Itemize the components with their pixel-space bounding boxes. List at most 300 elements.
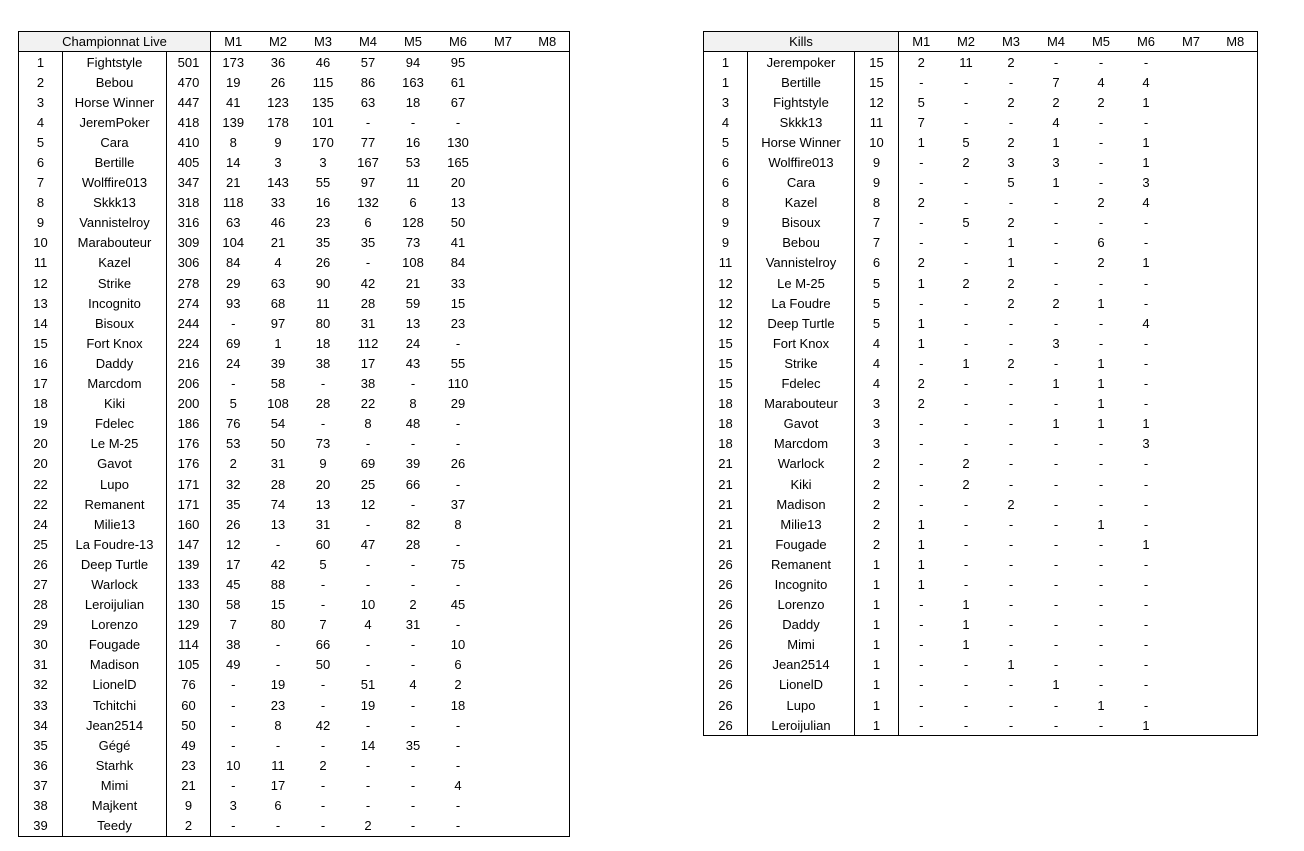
total-cell: 418	[167, 112, 211, 132]
match-score-cell	[1169, 715, 1214, 736]
match-score-cell	[1169, 675, 1214, 695]
match-score-cell: -	[455, 536, 461, 552]
match-score-cell: -	[963, 114, 969, 130]
table-row	[704, 233, 1258, 253]
match-score-cell	[1214, 353, 1258, 373]
match-score-cell: -	[919, 416, 924, 432]
match-score-cell: 4	[364, 617, 372, 633]
match-score-cell: 28	[270, 476, 286, 492]
match-score-cell: 2	[1007, 215, 1015, 231]
match-score-cell	[1169, 72, 1214, 92]
match-score-cell: 29	[450, 396, 466, 412]
total-cell: 15	[855, 72, 899, 92]
player-name-cell: La Foudre	[748, 293, 855, 313]
match-score-cell: -	[455, 757, 461, 773]
match-score-cell: -	[410, 798, 416, 814]
rank-cell: 7	[19, 173, 63, 193]
match-score-cell	[481, 534, 526, 554]
match-score-cell	[1169, 595, 1214, 615]
match-score-cell: 42	[360, 275, 376, 291]
total-cell: 5	[855, 273, 899, 293]
rank-cell: 12	[704, 313, 748, 333]
match-score-cell	[1214, 233, 1258, 253]
match-score-cell: -	[455, 717, 461, 733]
match-score-cell	[526, 775, 570, 795]
match-score-cell: 5	[962, 215, 970, 231]
match-score-cell: -	[919, 215, 924, 231]
total-cell: 10	[855, 132, 899, 152]
rank-cell: 3	[704, 92, 748, 112]
match-score-cell: -	[231, 677, 236, 693]
match-score-cell: -	[410, 757, 416, 773]
match-score-cell: 1	[962, 597, 970, 613]
table-row	[704, 213, 1258, 233]
player-name-cell: Marcdom	[63, 374, 167, 394]
match-score-cell: 17	[226, 556, 241, 572]
match-score-cell: 73	[405, 235, 421, 251]
rank-cell: 12	[704, 293, 748, 313]
total-cell: 147	[167, 534, 211, 554]
player-name-cell: Fort Knox	[63, 333, 167, 353]
match-score-cell: 33	[270, 195, 286, 211]
match-score-cell: 49	[226, 657, 241, 673]
player-name-cell: Fightstyle	[63, 52, 167, 73]
match-score-cell: 39	[405, 456, 421, 472]
rank-cell: 1	[704, 52, 748, 73]
total-cell: 4	[855, 374, 899, 394]
table-row	[19, 374, 570, 394]
match-score-cell: 63	[226, 215, 241, 231]
match-score-cell: -	[320, 798, 326, 814]
total-cell: 15	[855, 52, 899, 73]
rank-cell: 15	[19, 333, 63, 353]
match-score-cell: 13	[405, 315, 421, 331]
match-score-cell: -	[365, 757, 371, 773]
table-row	[19, 333, 570, 353]
match-score-cell: -	[1143, 476, 1149, 492]
player-name-cell: Teedy	[63, 816, 167, 837]
match-score-cell: 130	[447, 134, 469, 150]
match-score-cell	[1169, 494, 1214, 514]
column-header: M7	[481, 32, 526, 52]
match-score-cell: 8	[454, 516, 462, 532]
match-score-cell: -	[320, 376, 326, 392]
table-row	[19, 152, 570, 172]
match-score-cell: 6	[409, 195, 417, 211]
match-score-cell	[481, 494, 526, 514]
rank-cell: 26	[704, 675, 748, 695]
match-score-cell: -	[410, 777, 416, 793]
match-score-cell: -	[365, 637, 371, 653]
match-score-cell: -	[1098, 637, 1104, 653]
player-name-cell: La Foudre-13	[63, 534, 167, 554]
championship-title: Championnat Live	[19, 32, 211, 52]
rank-cell: 9	[704, 233, 748, 253]
rank-cell: 21	[704, 474, 748, 494]
match-score-cell: 15	[450, 295, 466, 311]
match-score-cell: -	[1053, 315, 1059, 331]
rank-cell: 27	[19, 574, 63, 594]
total-cell: 11	[855, 112, 899, 132]
match-score-cell: 66	[405, 476, 421, 492]
match-score-cell: 2	[962, 456, 970, 472]
match-score-cell: -	[1008, 556, 1014, 572]
match-score-cell: 31	[405, 617, 421, 633]
match-score-cell	[1214, 374, 1258, 394]
player-name-cell: Kiki	[63, 394, 167, 414]
match-score-cell	[1214, 474, 1258, 494]
match-score-cell: 1	[1142, 94, 1150, 110]
match-score-cell: -	[919, 74, 924, 90]
match-score-cell	[481, 293, 526, 313]
match-score-cell	[481, 574, 526, 594]
match-score-cell	[481, 414, 526, 434]
match-score-cell: -	[231, 717, 236, 733]
rank-cell: 39	[19, 816, 63, 837]
kills-title: Kills	[704, 32, 899, 52]
match-score-cell: -	[436, 816, 481, 837]
match-score-cell: 2	[917, 396, 925, 412]
match-score-cell: 11	[406, 175, 420, 191]
table-row	[19, 474, 570, 494]
match-score-cell: -	[275, 536, 281, 552]
match-score-cell: 60	[315, 536, 331, 552]
match-score-cell: -	[963, 335, 969, 351]
match-score-cell: -	[963, 516, 969, 532]
total-cell: 3	[855, 414, 899, 434]
match-score-cell: 4	[454, 777, 462, 793]
match-score-cell: 42	[315, 717, 331, 733]
match-score-cell	[1214, 72, 1258, 92]
player-name-cell: Lorenzo	[748, 595, 855, 615]
rank-cell: 33	[19, 695, 63, 715]
match-score-cell: -	[1143, 275, 1149, 291]
player-name-cell: Mimi	[63, 775, 167, 795]
match-score-cell: 80	[270, 617, 286, 633]
match-score-cell: -	[1143, 657, 1149, 673]
table-row	[19, 454, 570, 474]
total-cell: 501	[167, 52, 211, 73]
match-score-cell: -	[963, 175, 969, 191]
match-score-cell	[526, 816, 570, 837]
match-score-cell: 1	[1142, 155, 1150, 171]
match-score-cell: 173	[222, 54, 245, 70]
match-score-cell: 1	[1097, 355, 1105, 371]
match-score-cell: -	[1053, 637, 1059, 653]
match-score-cell: -	[365, 516, 371, 532]
match-score-cell: 4	[1142, 195, 1150, 211]
table-row	[704, 675, 1258, 695]
total-cell: 2	[855, 534, 899, 554]
match-score-cell	[1169, 534, 1214, 554]
match-score-cell: -	[455, 737, 461, 753]
match-score-cell: 94	[405, 54, 421, 70]
rank-cell: 24	[19, 514, 63, 534]
match-score-cell: 3	[1007, 155, 1015, 171]
match-score-cell	[1169, 474, 1214, 494]
total-cell: 2	[167, 816, 211, 837]
match-score-cell: -	[1008, 536, 1014, 552]
match-score-cell: -	[365, 576, 371, 592]
match-score-cell	[1214, 213, 1258, 233]
match-score-cell	[1169, 273, 1214, 293]
rank-cell: 21	[704, 494, 748, 514]
match-score-cell: 2	[1052, 94, 1060, 110]
match-score-cell	[1214, 675, 1258, 695]
match-score-cell: 1	[917, 275, 925, 291]
match-score-cell	[1169, 554, 1214, 574]
match-score-cell: -	[1098, 175, 1104, 191]
match-score-cell: -	[919, 456, 924, 472]
match-score-cell: 19	[270, 677, 286, 693]
rank-cell: 22	[19, 494, 63, 514]
match-score-cell	[481, 655, 526, 675]
match-score-cell	[526, 112, 570, 132]
rank-cell: 19	[19, 414, 63, 434]
total-cell: 206	[167, 374, 211, 394]
player-name-cell: Lupo	[63, 474, 167, 494]
rank-cell: 26	[704, 695, 748, 715]
match-score-cell: 26	[270, 74, 286, 90]
match-score-cell: 5	[1007, 175, 1015, 191]
match-score-cell	[526, 554, 570, 574]
table-row	[704, 595, 1258, 615]
rank-cell: 34	[19, 715, 63, 735]
match-score-cell: 1	[1097, 295, 1105, 311]
player-name-cell: Marabouteur	[63, 233, 167, 253]
match-score-cell	[526, 414, 570, 434]
match-score-cell: -	[963, 697, 969, 713]
table-row	[19, 273, 570, 293]
player-name-cell: Incognito	[748, 574, 855, 594]
table-row	[704, 253, 1258, 273]
match-score-cell: -	[989, 715, 1034, 736]
table-row	[19, 816, 570, 837]
player-name-cell: Gavot	[63, 454, 167, 474]
match-score-cell: 2	[229, 456, 237, 472]
match-score-cell: -	[455, 576, 461, 592]
table-row	[704, 132, 1258, 152]
match-score-cell: -	[455, 617, 461, 633]
match-score-cell: 45	[450, 597, 466, 613]
match-score-cell: -	[1053, 456, 1059, 472]
match-score-cell	[526, 293, 570, 313]
match-score-cell: 21	[226, 175, 241, 191]
match-score-cell: 25	[360, 476, 376, 492]
match-score-cell: 10	[450, 637, 466, 653]
match-score-cell: 3	[1142, 175, 1150, 191]
match-score-cell: 7	[229, 617, 237, 633]
rank-cell: 13	[19, 293, 63, 313]
match-score-cell: -	[1143, 677, 1149, 693]
match-score-cell: -	[1098, 576, 1104, 592]
match-score-cell: -	[410, 496, 416, 512]
match-score-cell	[1169, 92, 1214, 112]
total-cell: 2	[855, 494, 899, 514]
match-score-cell	[1214, 293, 1258, 313]
match-score-cell: -	[1008, 597, 1014, 613]
match-score-cell: 6	[1097, 235, 1105, 251]
match-score-cell: 110	[447, 376, 469, 392]
match-score-cell: 13	[450, 195, 466, 211]
rank-cell: 11	[704, 253, 748, 273]
match-score-cell: -	[1143, 576, 1149, 592]
match-score-cell: -	[1098, 155, 1104, 171]
match-score-cell: -	[1008, 476, 1014, 492]
player-name-cell: Bertille	[63, 152, 167, 172]
match-score-cell: -	[275, 637, 281, 653]
match-score-cell: 33	[450, 275, 466, 291]
match-score-cell	[1214, 595, 1258, 615]
total-cell: 139	[167, 554, 211, 574]
match-score-cell: 23	[315, 215, 331, 231]
player-name-cell: Vannistelroy	[748, 253, 855, 273]
match-score-cell: 2	[917, 54, 925, 70]
match-score-cell: 8	[229, 134, 237, 150]
match-score-cell: 1	[1142, 255, 1150, 271]
total-cell: 7	[855, 233, 899, 253]
total-cell: 278	[167, 273, 211, 293]
match-score-cell: -	[963, 657, 969, 673]
match-score-cell: 18	[315, 335, 331, 351]
player-name-cell: Le M-25	[748, 273, 855, 293]
match-score-cell: -	[1143, 215, 1149, 231]
match-score-cell: 2	[319, 757, 327, 773]
match-score-cell	[526, 132, 570, 152]
rank-cell: 22	[19, 474, 63, 494]
match-score-cell: -	[455, 798, 461, 814]
match-score-cell: -	[365, 798, 371, 814]
match-score-cell: -	[1053, 54, 1059, 70]
match-score-cell: 55	[450, 355, 466, 371]
match-score-cell: -	[410, 436, 416, 452]
total-cell: 1	[855, 695, 899, 715]
total-cell: 3	[855, 394, 899, 414]
match-score-cell: -	[410, 556, 416, 572]
match-score-cell: -	[256, 816, 301, 837]
table-row	[704, 494, 1258, 514]
rank-cell: 2	[19, 72, 63, 92]
match-score-cell: 61	[450, 74, 466, 90]
rank-cell: 12	[704, 273, 748, 293]
kills-table	[703, 31, 1258, 736]
match-score-cell: -	[963, 677, 969, 693]
match-score-cell	[526, 695, 570, 715]
player-name-cell: Horse Winner	[748, 132, 855, 152]
table-row	[704, 92, 1258, 112]
match-score-cell	[481, 514, 526, 534]
match-score-cell: 84	[226, 255, 241, 271]
match-score-cell: 1	[1142, 536, 1150, 552]
match-score-cell: -	[963, 436, 969, 452]
match-score-cell: 26	[226, 516, 241, 532]
rank-cell: 16	[19, 353, 63, 373]
match-score-cell: 17	[270, 777, 286, 793]
total-cell: 1	[855, 635, 899, 655]
total-cell: 60	[167, 695, 211, 715]
player-name-cell: Bisoux	[748, 213, 855, 233]
total-cell: 316	[167, 213, 211, 233]
match-score-cell: -	[410, 717, 416, 733]
match-score-cell: 163	[402, 74, 424, 90]
total-cell: 9	[855, 152, 899, 172]
championship-table	[18, 31, 570, 837]
match-score-cell: 4	[1142, 315, 1150, 331]
match-score-cell: -	[1008, 697, 1014, 713]
player-name-cell: Jean2514	[63, 715, 167, 735]
match-score-cell: 53	[226, 436, 241, 452]
match-score-cell: 90	[315, 275, 331, 291]
match-score-cell: 2	[1097, 255, 1105, 271]
match-score-cell: -	[1143, 617, 1149, 633]
match-score-cell: 45	[226, 576, 241, 592]
match-score-cell	[1214, 193, 1258, 213]
table-row	[704, 112, 1258, 132]
match-score-cell	[1214, 132, 1258, 152]
match-score-cell: -	[919, 235, 924, 251]
match-score-cell: -	[1008, 637, 1014, 653]
total-cell: 12	[855, 92, 899, 112]
rank-cell: 26	[704, 635, 748, 655]
match-score-cell: 31	[360, 315, 376, 331]
match-score-cell	[526, 655, 570, 675]
table-row	[19, 253, 570, 273]
match-score-cell: -	[1143, 335, 1149, 351]
match-score-cell: 132	[357, 195, 379, 211]
match-score-cell: -	[1008, 436, 1014, 452]
match-score-cell: -	[1053, 556, 1059, 572]
match-score-cell: -	[320, 576, 326, 592]
table-row	[19, 213, 570, 233]
match-score-cell: 97	[360, 175, 376, 191]
match-score-cell: -	[410, 637, 416, 653]
match-score-cell: -	[1053, 195, 1059, 211]
match-score-cell: -	[1098, 335, 1104, 351]
match-score-cell	[526, 193, 570, 213]
match-score-cell	[481, 675, 526, 695]
table-row	[19, 595, 570, 615]
match-score-cell	[1214, 494, 1258, 514]
table-row	[19, 574, 570, 594]
rank-cell: 35	[19, 735, 63, 755]
match-score-cell: -	[963, 295, 969, 311]
column-header: M2	[944, 32, 989, 52]
match-score-cell	[481, 816, 526, 837]
match-score-cell: 2	[917, 255, 925, 271]
total-cell: 5	[855, 293, 899, 313]
championship-header-row	[19, 32, 570, 52]
match-score-cell: -	[1143, 697, 1149, 713]
match-score-cell: 1	[1052, 677, 1060, 693]
match-score-cell: 2	[1007, 295, 1015, 311]
match-score-cell	[526, 595, 570, 615]
rank-cell: 17	[19, 374, 63, 394]
match-score-cell: -	[320, 597, 326, 613]
match-score-cell: -	[1143, 376, 1149, 392]
match-score-cell: -	[1053, 355, 1059, 371]
match-score-cell: -	[919, 175, 924, 191]
table-row	[704, 534, 1258, 554]
column-header: M5	[391, 32, 436, 52]
rank-cell: 18	[704, 414, 748, 434]
match-score-cell	[481, 213, 526, 233]
match-score-cell: 38	[226, 637, 241, 653]
match-score-cell: 2	[962, 275, 970, 291]
match-score-cell: -	[1053, 436, 1059, 452]
match-score-cell: 108	[402, 255, 424, 271]
player-name-cell: Marcdom	[748, 434, 855, 454]
match-score-cell: 55	[315, 175, 331, 191]
